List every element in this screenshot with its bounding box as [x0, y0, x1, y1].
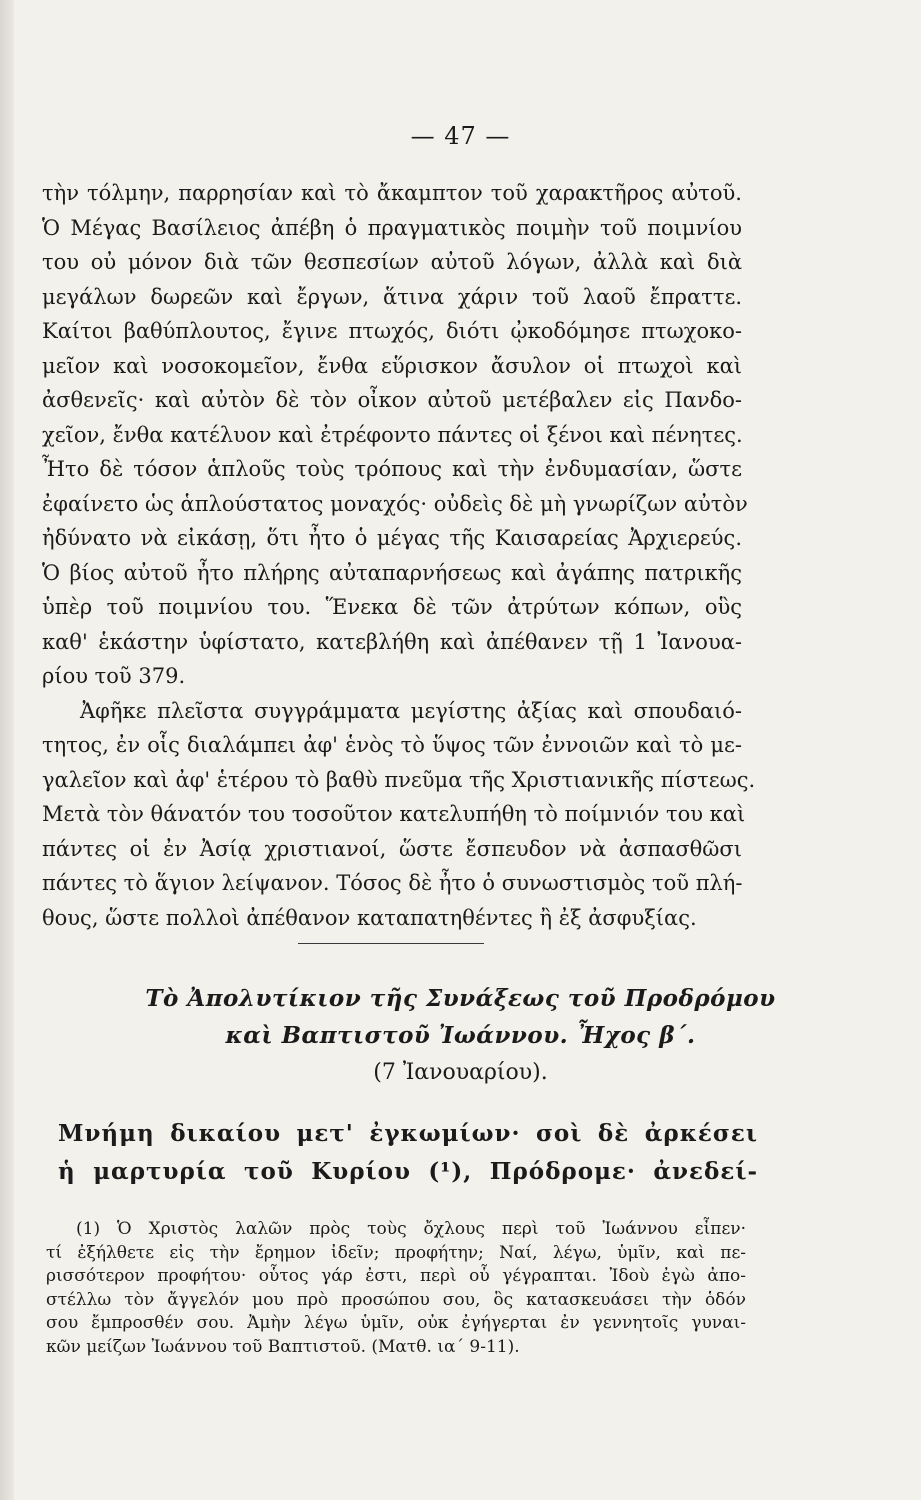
text-line: ὑπὲρ τοῦ ποιμνίου του. Ἕνεκα δὲ τῶν ἀτρύτων κόπων, οὓς: [42, 595, 742, 619]
footnote-line: τί ἐξήλθετε εἰς τὴν ἔρημον ἰδεῖν; προφήτην; Ναί, λέγω, ὑμῖν, καὶ πε-: [46, 1242, 746, 1263]
text-line: τὴν τόλμην, παρρησίαν καὶ τὸ ἄκαμπτον τοῦ χαρακτῆρος αὐτοῦ.: [42, 181, 742, 205]
section-divider: [298, 943, 484, 944]
text-line: Ὁ Μέγας Βασίλειος ἀπέβη ὁ πραγματικὸς ποιμὴν τοῦ ποιμνίου: [42, 215, 742, 240]
text-line: πάντες τὸ ἅγιον λείψανον. Τόσος δὲ ἦτο ὁ συνωστισμὸς τοῦ πλή-: [42, 871, 743, 895]
text-line: πάντες οἱ ἐν Ἀσίᾳ χριστιανοί, ὥστε ἔσπευδον νὰ ἀσπασθῶσι: [42, 836, 742, 861]
text-line: Μετὰ τὸν θάνατόν του τοσοῦτον κατελυπήθη τὸ ποίμνιόν του καὶ: [42, 802, 746, 826]
text-line: Ἦτο δὲ τόσον ἁπλοῦς τοὺς τρόπους καὶ τὴν ἐνδυμασίαν, ὥστε: [42, 457, 742, 481]
text-line: ρίου τοῦ 379.: [42, 664, 186, 688]
text-line: καθ' ἑκάστην ὑφίστατο, κατεβλήθη καὶ ἀπέθανεν τῇ 1 Ἰανουα-: [42, 629, 742, 654]
text-line: μεῖον καὶ νοσοκομεῖον, ἔνθα εὕρισκον ἄσυλον οἱ πτωχοὶ καὶ: [42, 353, 742, 378]
text-line: μεγάλων δωρεῶν καὶ ἔργων, ἅτινα χάριν τοῦ λαοῦ ἔπραττε.: [42, 284, 742, 309]
text-line: ἐφαίνετο ὡς ἁπλούστατος μοναχός· οὐδεὶς δὲ μὴ γνωρίζων αὐτὸν: [42, 491, 748, 516]
text-line: Ὁ βίος αὐτοῦ ἦτο πλήρης αὐταπαρνήσεως καὶ ἀγάπης πατρικῆς: [42, 560, 742, 585]
main-paragraph: [42, 176, 756, 935]
page-number: — 47 —: [410, 122, 511, 150]
text-line: Ἀφῆκε πλεῖστα συγγράμματα μεγίστης ἀξίας καὶ σπουδαιό-: [80, 698, 742, 723]
binding-shadow: [0, 0, 14, 1500]
text-line: Καίτοι βαθύπλουτος, ἔγινε πτωχός, διότι ᾠκοδόμησε πτωχοκο-: [42, 319, 742, 343]
text-line: ἠδύνατο νὰ εἰκάσῃ, ὅτι ἦτο ὁ μέγας τῆς Καισαρείας Ἀρχιερεύς.: [42, 526, 742, 550]
text-line: του οὐ μόνον διὰ τῶν θεσπεσίων αὐτοῦ λόγων, ἀλλὰ καὶ διὰ: [42, 250, 742, 274]
footnote-line: σου ἔμπροσθέν σου. Ἀμὴν λέγω ὑμῖν, οὐκ ἐγήγερται ἐν γεννητοῖς γυναι-: [46, 1313, 746, 1333]
section-date: (7 Ἰανουαρίου).: [373, 1060, 548, 1085]
hymn-line-2: ἡ μαρτυρία τοῦ Κυρίου (¹), Πρόδρομε· ἀνεδεί-: [58, 1158, 758, 1185]
footnote-line: ρισσότερον προφήτου· οὗτος γάρ ἐστι, περὶ οὗ γέγραπται. Ἰδοὺ ἐγὼ ἀπο-: [46, 1266, 746, 1286]
hymn-line-1: Μνήμη δικαίου μετ' ἐγκωμίων· σοὶ δὲ ἀρκέσει: [58, 1120, 758, 1147]
text-line: θους, ὥστε πολλοὶ ἀπέθανον καταπατηθέντες ἢ ἐξ ἀσφυξίας.: [42, 905, 697, 930]
footnote-line: (1) Ὁ Χριστὸς λαλῶν πρὸς τοὺς ὄχλους περὶ τοῦ Ἰωάννου εἶπεν·: [76, 1219, 746, 1239]
section-title-line-2: καὶ Βαπτιστοῦ Ἰωάννου. Ἦχος β΄.: [225, 1022, 696, 1049]
text-line: ἀσθενεῖς· καὶ αὐτὸν δὲ τὸν οἶκον αὐτοῦ μετέβαλεν εἰς Πανδο-: [42, 388, 742, 412]
text-line: γαλεῖον καὶ ἀφ' ἑτέρου τὸ βαθὺ πνεῦμα τῆς Χριστιανικῆς πίστεως.: [42, 767, 756, 792]
footnote-line: στέλλω τὸν ἄγγελόν μου πρὸ προσώπου σου, ὃς κατασκευάσει τὴν ὁδόν: [46, 1289, 746, 1310]
footnote: [46, 1218, 746, 1359]
text-line: χεῖον, ἔνθα κατέλυον καὶ ἐτρέφοντο πάντες οἱ ξένοι καὶ πένητες.: [42, 422, 743, 447]
section-title-line-1: Τὸ Ἀπολυτίκιον τῆς Συνάξεως τοῦ Προδρόμου: [145, 985, 776, 1012]
text-line: τητος, ἐν οἷς διαλάμπει ἀφ' ἑνὸς τὸ ὕψος τῶν ἐννοιῶν καὶ τὸ με-: [42, 733, 742, 757]
footnote-line: κῶν μείζων Ἰωάννου τοῦ Βαπτιστοῦ. (Ματθ. ια΄ 9-11).: [46, 1336, 520, 1357]
